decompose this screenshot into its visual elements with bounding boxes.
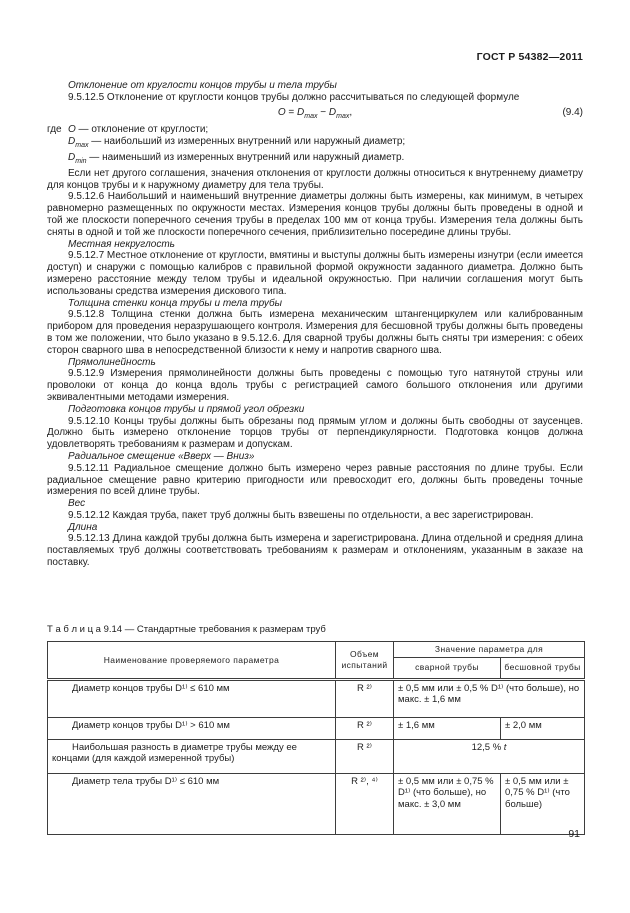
formula-var-d2: D xyxy=(328,106,337,118)
legend-sub-max: max xyxy=(75,142,89,150)
section-heading-end-preparation: Подготовка концов трубы и прямой угол обрезки xyxy=(68,403,305,415)
row4-scope: R ²⁾, ⁴⁾ xyxy=(336,773,394,834)
table-header xyxy=(48,642,585,680)
paragraph-9-5-12-7: 9.5.12.7 Местное отклонение от круглости, вмятины и выступы должны быть измерены изнутри (если имеется доступ) и снаружи с помощью калибров с правильной формой окружности заданного диаметра. Должно быть измерено расстояние между телом трубы и идеальной окружностью. При наличии соглашения могут быть использованы средства измерения дискового типа. xyxy=(47,250,583,297)
section-heading-length: Длина xyxy=(68,521,98,533)
paragraph-9-5-12-12: 9.5.12.12 Каждая труба, пакет труб должны быть взвешены по отдельности, а вес зарегистрирован. xyxy=(68,509,534,521)
table-row xyxy=(48,717,585,739)
legend-var-o: O xyxy=(68,124,76,136)
requirements-table xyxy=(47,641,585,835)
paragraph-9-5-12-6: 9.5.12.6 Наибольший и наименьший внутренние диаметры должны быть измерены, как минимум, в четырех равномерно размещенных по окружности местах. Измерения концов трубы должны быть проведены в одной и той же плоскости поперечного сечения трубы в пределах 100 мм от конца трубы. Измерения тела должны быть сняты в одной и той же плоскости поперечного сечения, приблизительно посередине длины трубы. xyxy=(47,191,583,238)
section-heading-roundness: Отклонение от круглости концов трубы и тела трубы xyxy=(68,80,337,91)
legend-text-dmin: — наименьший из измеренных внутренний или наружный диаметр. xyxy=(86,151,405,163)
row3-parameter: Наибольшая разность в диаметре трубы между ее концами (для каждой измеренной трубы) xyxy=(48,739,336,773)
paragraph-9-5-12-13: 9.5.12.13 Длина каждой трубы должна быть измерена и зарегистрирована. Длина отдельной и средняя длина поставляемых труб должны соответствовать требованиям к размерам и отклонениям, указанным в заказе на поставку. xyxy=(47,533,583,569)
col-header-seamless: бесшовной трубы xyxy=(501,657,585,679)
paragraph-9-5-12-5: 9.5.12.5 Отклонение от круглости концов трубы должно рассчитываться по следующей формуле xyxy=(68,91,520,103)
row3-value xyxy=(394,739,585,773)
legend-line-dmin xyxy=(68,152,583,168)
col-header-scope: Объем испытаний xyxy=(336,642,394,680)
section-heading-weight: Вес xyxy=(68,498,86,510)
row4-parameter: Диаметр тела трубы D¹⁾ ≤ 610 мм xyxy=(48,773,336,834)
page-number: 91 xyxy=(568,828,580,840)
legend-text-dmax: — наибольший из измеренных внутренний или наружный диаметр; xyxy=(88,136,406,148)
col-header-parameter: Наименование проверяемого параметра xyxy=(48,642,336,680)
equation-number: (9.4) xyxy=(562,106,583,118)
legend-text-o: — отклонение от круглости; xyxy=(75,124,209,136)
table-section xyxy=(47,624,584,835)
formula-equals: = xyxy=(285,106,298,118)
legend-line-dmax xyxy=(68,136,583,152)
doc-code-header: ГОСТ Р 54382—2011 xyxy=(476,51,583,63)
row3-value-variable: t xyxy=(503,741,507,753)
table-caption: Т а б л и ц а 9.14 — Стандартные требования к размерам труб xyxy=(47,624,326,635)
section-heading-wall-thickness: Толщина стенки конца трубы и тела трубы xyxy=(68,297,283,309)
paragraph-9-5-12-9: 9.5.12.9 Измерения прямолинейности должны быть проведены с помощью туго натянутой струны или проволоки от конца до конца вдоль трубы с регистрацией самого большого отклонения или другими эквивалентными методами измерения. xyxy=(47,368,583,403)
table-row xyxy=(48,739,585,773)
formula-var-o: O xyxy=(277,106,286,118)
paragraph-9-5-12-11: 9.5.12.11 Радиальное смещение должно быть измерено через равные расстояния по длине трубы. Если радиальное смещение равно критерию пригодности или превосходит его, должны быть проведены точные измерения по всей длине трубы. xyxy=(47,462,583,498)
formula-var-d1: D xyxy=(297,106,305,118)
legend-sub-min: min xyxy=(75,157,87,165)
row1-scope: R ²⁾ xyxy=(336,679,394,717)
row3-value-number: 12,5 % xyxy=(471,741,504,753)
section-heading-straightness: Прямолинейность xyxy=(68,356,156,368)
formula-sub-max1: max xyxy=(304,112,318,120)
row3-scope: R ²⁾ xyxy=(336,739,394,773)
row1-value: ± 0,5 мм или ± 0,5 % D¹⁾ (что больше), но макс. ± 1,6 мм xyxy=(394,679,585,717)
where-label: где xyxy=(47,124,62,136)
formula-comma: , xyxy=(349,106,353,118)
legend-var-dmax: D xyxy=(68,136,76,148)
col-header-value-for: Значение параметра для xyxy=(394,642,585,658)
table-row xyxy=(48,679,585,717)
row1-parameter: Диаметр концов трубы D¹⁾ ≤ 610 мм xyxy=(48,679,336,717)
row2-value-welded: ± 1,6 мм xyxy=(394,717,501,739)
formula-9-4 xyxy=(47,104,583,125)
formula-minus: − xyxy=(317,106,329,118)
formula-legend xyxy=(47,124,583,167)
formula-expression xyxy=(278,107,352,118)
paragraph-9-5-12-8: 9.5.12.8 Толщина стенки должна быть измерена механическим штангенциркулем или калиброванным прибором для проведения неразрушающего контроля. Измерения для бесшовной трубы должны быть проведены в том же положении, что было указано в 9.5.12.6. Для сварной трубы должны быть сняты три измерения: с обеих сторон сварного шва в непосредственной близости к нему и напротив сварного шва. xyxy=(47,309,583,356)
page-content xyxy=(47,80,583,569)
paragraph-9-5-12-10: 9.5.12.10 Концы трубы должны быть обрезаны под прямым углом и должны быть свободны от заусенцев. Должно быть измерено отклонение торцов трубы от перпендикулярности. Подготовка концов должна удовлетворять требованиям к размерам и допускам. xyxy=(47,415,583,451)
row2-parameter: Диаметр концов трубы D¹⁾ > 610 мм xyxy=(48,717,336,739)
col-header-welded: сварной трубы xyxy=(394,657,501,679)
row2-value-seamless: ± 2,0 мм xyxy=(501,717,585,739)
row4-value-welded: ± 0,5 мм или ± 0,75 % D¹⁾ (что больше), но макс. ± 3,0 мм xyxy=(394,773,501,834)
row4-value-seamless: ± 0,5 мм или ± 0,75 % D¹⁾ (что больше) xyxy=(501,773,585,834)
legend-var-dmin: D xyxy=(68,151,76,163)
row2-scope: R ²⁾ xyxy=(336,717,394,739)
table-row xyxy=(48,773,585,834)
legend-line-o xyxy=(68,124,583,136)
paragraph-agreement: Если нет другого соглашения, значения отклонения от круглости должны относиться к внутреннему диаметру для концов трубы и к наружному диаметру для тела трубы. xyxy=(47,167,583,191)
section-heading-local-ovality: Местная некруглость xyxy=(68,238,175,250)
formula-sub-max2: max xyxy=(336,112,350,120)
section-heading-radial-offset: Радиальное смещение «Вверх — Вниз» xyxy=(68,450,255,462)
